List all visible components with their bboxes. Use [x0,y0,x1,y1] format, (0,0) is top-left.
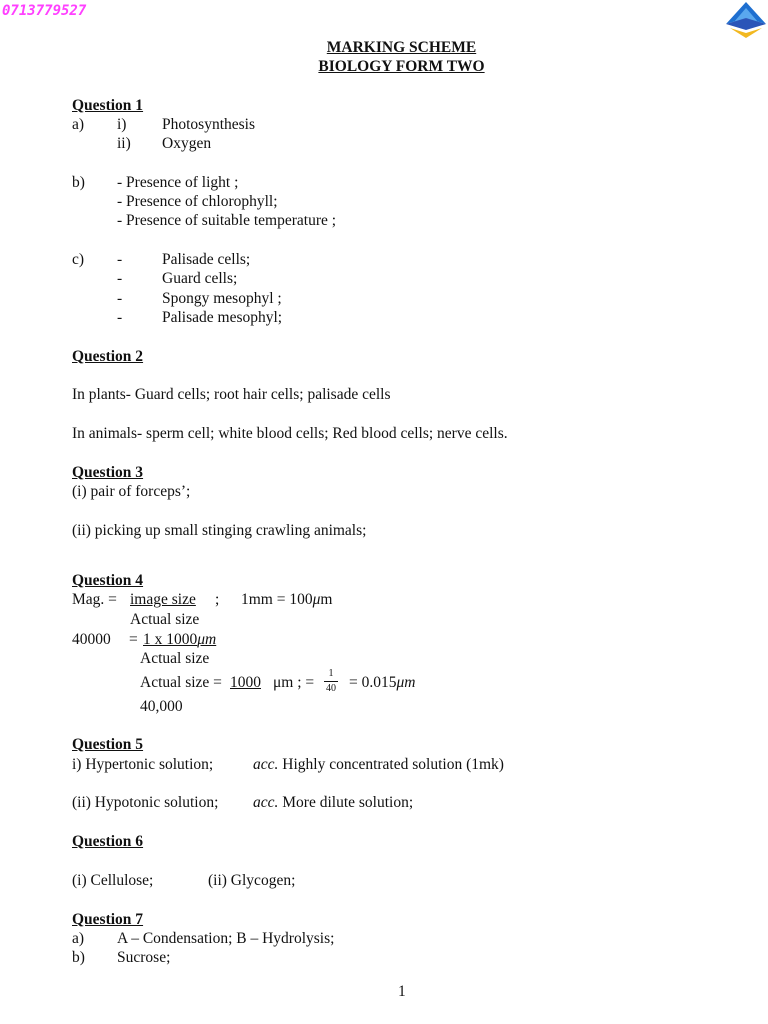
q1-c-item: Palisade mesophyl; [162,309,283,326]
q5-i-label: i) Hypertonic solution; [72,756,214,773]
question-5-heading: Question 5 [72,736,144,753]
q1-a-label: a) [72,116,85,133]
q4-value-40000: 40000 [72,631,111,648]
q4-fraction-numerator: 1 [328,668,334,679]
q1-a-i-text: Photosynthesis [162,116,256,133]
q7-b-text: Sucrose; [117,949,171,966]
q4-result: = 0.015μm [349,674,416,691]
q1-c-dash: - [117,290,123,307]
q5-ii-label: (ii) Hypotonic solution; [72,794,219,811]
q1-c-dash: - [117,309,123,326]
q1-a-ii-num: ii) [117,135,131,152]
q4-mag: Mag. = [72,591,117,608]
q4-actual-size: Actual size [130,611,200,628]
q4-actual-size-2: Actual size [140,650,210,667]
q4-actual-size-eq: Actual size = [140,674,222,691]
question-4-heading: Question 4 [72,572,144,589]
q3-i: (i) pair of forceps’; [72,483,191,500]
q1-a-i-num: i) [117,116,127,133]
q3-ii: (ii) picking up small stinging crawling animals; [72,522,367,539]
q2-plants: In plants- Guard cells; root hair cells; palisade cells [72,386,391,403]
question-2-heading: Question 2 [72,348,144,365]
q7-a-label: a) [72,930,85,947]
fraction-bar [324,681,338,682]
q6-i: (i) Cellulose; [72,872,154,889]
q1-c-item: Palisade cells; [162,251,251,268]
q4-conversion: 1mm = 100μm [241,591,333,608]
question-3-heading: Question 3 [72,464,144,481]
page-number: 1 [398,983,406,1000]
page-title: MARKING SCHEME [326,39,477,56]
q4-image-size: image size [130,591,196,608]
q2-animals: In animals- sperm cell; white blood cells; Red blood cells; nerve cells. [72,425,508,442]
q4-equals: = [129,631,138,648]
q5-ii-answer: acc. More dilute solution; [253,794,414,811]
q4-mu-m: μm ; = [273,674,315,691]
q5-i-answer: acc. Highly concentrated solution (1mk) [253,756,504,773]
q1-c-label: c) [72,251,85,268]
q1-c-dash: - [117,251,123,268]
q4-numerator: 1 x 1000μm [143,631,217,648]
question-1-heading: Question 1 [72,97,144,114]
q4-value-1000: 1000 [230,674,261,691]
q1-b-item: - Presence of suitable temperature ; [117,212,337,229]
q1-c-item: Guard cells; [162,270,238,287]
phone-number: 0713779527 [2,3,87,19]
q4-semicolon: ; [215,591,220,608]
q6-ii: (ii) Glycogen; [208,872,296,889]
q4-value-40000b: 40,000 [140,698,183,715]
q7-b-label: b) [72,949,85,966]
q1-b-item: - Presence of chlorophyll; [117,193,278,210]
question-7-heading: Question 7 [72,911,144,928]
q1-c-item: Spongy mesophyl ; [162,290,282,307]
q7-a-text: A – Condensation; B – Hydrolysis; [117,930,335,947]
q4-fraction-denominator: 40 [326,683,336,694]
question-6-heading: Question 6 [72,833,144,850]
diamond-logo-icon [724,0,768,40]
page-subtitle: BIOLOGY FORM TWO [318,58,485,75]
q4-fraction [324,668,338,695]
q1-b-item: - Presence of light ; [117,174,239,191]
q1-b-label: b) [72,174,85,191]
q1-a-ii-text: Oxygen [162,135,212,152]
q1-c-dash: - [117,270,123,287]
